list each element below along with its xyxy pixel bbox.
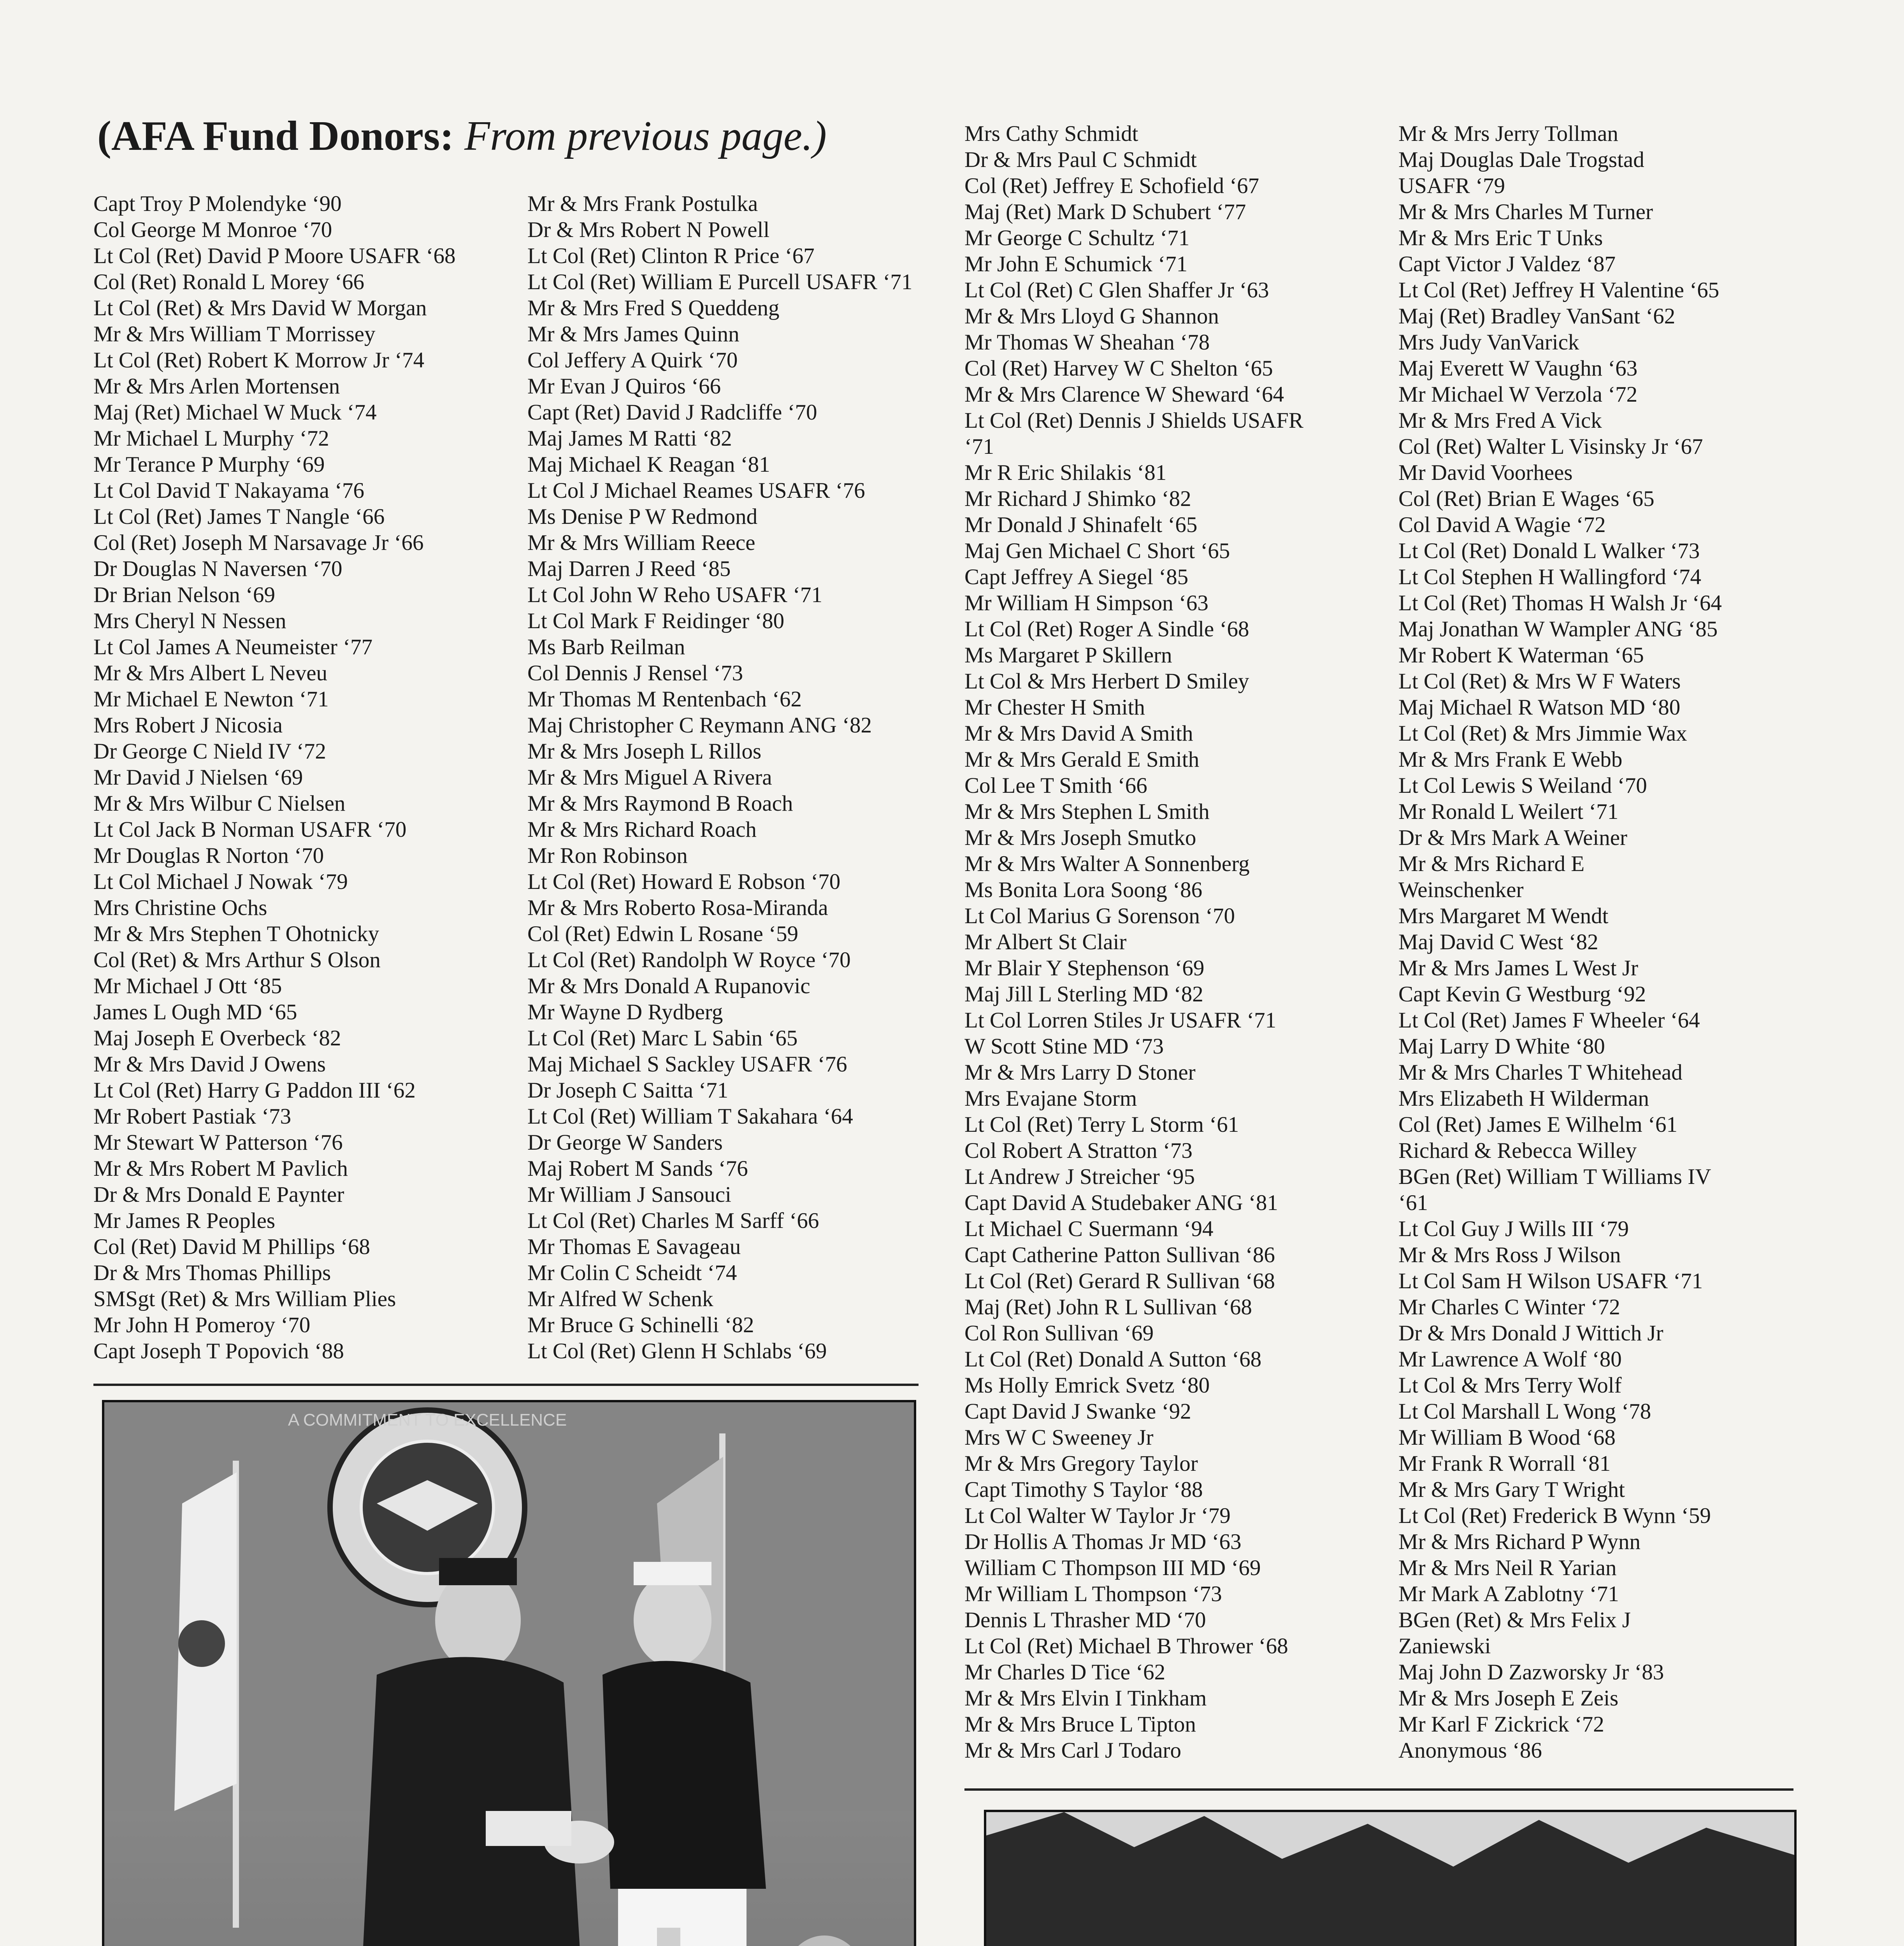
donor-entry: Mr Robert Pastiak ‘73 — [93, 1104, 292, 1129]
donor-entry: BGen (Ret) & Mrs Felix J — [1398, 1608, 1631, 1632]
donor-entry: Capt David J Swanke ‘92 — [964, 1399, 1191, 1424]
donor-entry: Dennis L Thrasher MD ‘70 — [964, 1608, 1206, 1632]
donor-entry: Mr & Mrs Lloyd G Shannon — [964, 304, 1219, 328]
donor-entry: Ms Denise P W Redmond — [527, 504, 758, 529]
donor-entry: Dr & Mrs Mark A Weiner — [1398, 825, 1628, 850]
donor-entry: Mr Colin C Scheidt ‘74 — [527, 1261, 737, 1285]
donor-entry: Col Jeffery A Quirk ‘70 — [527, 348, 738, 372]
donor-entry: Lt Col (Ret) C Glen Shaffer Jr ‘63 — [964, 278, 1269, 302]
donor-entry: Maj Douglas Dale Trogstad — [1398, 148, 1644, 172]
donor-entry: Maj (Ret) Mark D Schubert ‘77 — [964, 200, 1246, 224]
donor-entry: William C Thompson III MD ‘69 — [964, 1556, 1261, 1580]
donor-entry: Mr Bruce G Schinelli ‘82 — [527, 1313, 754, 1337]
donor-entry: Dr & Mrs Paul C Schmidt — [964, 148, 1197, 172]
donor-entry: Mr & Mrs Richard Roach — [527, 817, 757, 842]
donor-entry: Dr & Mrs Donald J Wittich Jr — [1398, 1321, 1663, 1345]
donor-entry: Mr Ron Robinson — [527, 843, 688, 868]
donor-entry: Lt Col (Ret) Dennis J Shields USAFR — [964, 408, 1303, 433]
donor-entry: Lt Col (Ret) Charles M Sarff ‘66 — [527, 1208, 819, 1233]
donor-entry: Maj Joseph E Overbeck ‘82 — [93, 1026, 341, 1050]
donor-entry: Lt Col (Ret) Gerard R Sullivan ‘68 — [964, 1269, 1275, 1293]
donor-entry: Lt Col John W Reho USAFR ‘71 — [527, 583, 822, 607]
donor-entry: Col (Ret) Joseph M Narsavage Jr ‘66 — [93, 530, 424, 555]
donor-entry: Mr & Mrs Richard P Wynn — [1398, 1530, 1641, 1554]
donor-entry: Mrs Cathy Schmidt — [964, 121, 1138, 146]
donor-entry: Mr & Mrs Ross J Wilson — [1398, 1243, 1621, 1267]
divider-rule-right — [964, 1788, 1793, 1791]
donor-entry: Lt Col Marshall L Wong ‘78 — [1398, 1399, 1651, 1424]
donor-entry: Mr & Mrs Albert L Neveu — [93, 661, 328, 685]
donor-entry: Mr Chester H Smith — [964, 695, 1145, 720]
donor-entry: Capt Jeffrey A Siegel ‘85 — [964, 565, 1189, 589]
donor-entry: Mr Blair Y Stephenson ‘69 — [964, 956, 1205, 980]
donor-entry: Mr Charles C Winter ‘72 — [1398, 1295, 1620, 1319]
donor-entry: Dr & Mrs Robert N Powell — [527, 218, 770, 242]
donor-entry: Lt Col (Ret) Roger A Sindle ‘68 — [964, 617, 1249, 641]
donor-entry: Col George M Monroe ‘70 — [93, 218, 332, 242]
seal-text: A COMMITMENT TO EXCELLENCE — [288, 1410, 567, 1430]
donor-entry: Mr & Mrs Frank E Webb — [1398, 747, 1623, 772]
donor-entry: Mr Albert St Clair — [964, 930, 1127, 954]
donor-entry: Maj Michael S Sackley USAFR ‘76 — [527, 1052, 847, 1077]
donor-entry: Lt Col (Ret) Glenn H Schlabs ‘69 — [527, 1339, 827, 1363]
donor-entry: Mr & Mrs Joseph E Zeis — [1398, 1686, 1619, 1711]
donor-entry: Mr Donald J Shinafelt ‘65 — [964, 513, 1198, 537]
donor-entry: Capt Victor J Valdez ‘87 — [1398, 252, 1616, 276]
donor-entry: Lt Col Marius G Sorenson ‘70 — [964, 904, 1235, 928]
donor-entry: Lt Andrew J Streicher ‘95 — [964, 1164, 1195, 1189]
donor-entry: Capt Joseph T Popovich ‘88 — [93, 1339, 344, 1363]
donor-entry: Mr Mark A Zablotny ‘71 — [1398, 1582, 1619, 1606]
donor-entry: Mr Douglas R Norton ‘70 — [93, 843, 324, 868]
donor-entry: Mr Michael W Verzola ‘72 — [1398, 382, 1638, 407]
donor-entry: Mr Lawrence A Wolf ‘80 — [1398, 1347, 1622, 1372]
donor-entry: Mr William B Wood ‘68 — [1398, 1425, 1616, 1450]
donor-entry: Col (Ret) Brian E Wages ‘65 — [1398, 486, 1655, 511]
donor-entry: Mr David J Nielsen ‘69 — [93, 765, 303, 790]
donor-entry: Mr & Mrs Arlen Mortensen — [93, 374, 340, 399]
donor-entry: Mrs Judy VanVarick — [1398, 330, 1579, 355]
donor-entry: Mr Evan J Quiros ‘66 — [527, 374, 721, 399]
donor-entry: Col David A Wagie ‘72 — [1398, 513, 1606, 537]
donor-entry: Lt Col (Ret) Frederick B Wynn ‘59 — [1398, 1503, 1711, 1528]
donor-entry: Col Robert A Stratton ‘73 — [964, 1138, 1193, 1163]
donor-entry: Mr Karl F Zickrick ‘72 — [1398, 1712, 1604, 1737]
donor-entry: Mr Thomas M Rentenbach ‘62 — [527, 687, 802, 711]
donor-entry: Lt Col (Ret) Randolph W Royce ‘70 — [527, 948, 851, 972]
donor-entry: Lt Col Walter W Taylor Jr ‘79 — [964, 1503, 1231, 1528]
donor-entry: Lt Col (Ret) James T Nangle ‘66 — [93, 504, 385, 529]
donor-entry: Mr & Mrs Frank Postulka — [527, 191, 758, 216]
donor-entry: Maj (Ret) Michael W Muck ‘74 — [93, 400, 377, 425]
donor-entry: Mr & Mrs Carl J Todaro — [964, 1738, 1182, 1763]
donor-entry: Lt Michael C Suermann ‘94 — [964, 1217, 1214, 1241]
page-title-continuation: From previous page.) — [464, 113, 827, 159]
donor-entry: Mrs W C Sweeney Jr — [964, 1425, 1154, 1450]
donor-entry: Mr Stewart W Patterson ‘76 — [93, 1130, 343, 1155]
donor-entry: Mr Ronald L Weilert ‘71 — [1398, 799, 1619, 824]
page-title-main: (AFA Fund Donors: — [97, 113, 465, 159]
donor-entry: Mr John H Pomeroy ‘70 — [93, 1313, 311, 1337]
donor-entry: Dr George W Sanders — [527, 1130, 723, 1155]
donor-entry: Lt Col Stephen H Wallingford ‘74 — [1398, 565, 1702, 589]
donor-entry: Mr & Mrs Wilbur C Nielsen — [93, 791, 346, 816]
donor-entry: Lt Col (Ret) Donald A Sutton ‘68 — [964, 1347, 1262, 1372]
donor-entry: Mr & Mrs Fred A Vick — [1398, 408, 1602, 433]
donor-entry: Maj Darren J Reed ‘85 — [527, 557, 731, 581]
donor-entry: SMSgt (Ret) & Mrs William Plies — [93, 1287, 396, 1311]
donor-entry: Mr George C Schultz ‘71 — [964, 226, 1190, 250]
donor-entry: Maj James M Ratti ‘82 — [527, 426, 732, 451]
donor-entry: Lt Col Sam H Wilson USAFR ‘71 — [1398, 1269, 1703, 1293]
donor-entry: Mr Michael L Murphy ‘72 — [93, 426, 329, 451]
donor-entry: Lt Col (Ret) William T Sakahara ‘64 — [527, 1104, 853, 1129]
donor-entry: Lt Col (Ret) Terry L Storm ‘61 — [964, 1112, 1239, 1137]
donor-column-4 — [1398, 121, 1846, 1763]
donor-entry: Mr & Mrs Joseph Smutko — [964, 825, 1196, 850]
donor-entry: W Scott Stine MD ‘73 — [964, 1034, 1164, 1059]
donor-entry: Capt Troy P Molendyke ‘90 — [93, 191, 342, 216]
donor-entry: Maj Larry D White ‘80 — [1398, 1034, 1605, 1059]
donor-entry: Maj Jill L Sterling MD ‘82 — [964, 982, 1203, 1006]
donor-entry: Lt Col (Ret) Robert K Morrow Jr ‘74 — [93, 348, 425, 372]
donor-entry: Capt Timothy S Taylor ‘88 — [964, 1477, 1203, 1502]
donor-entry: Lt Col (Ret) Harry G Paddon III ‘62 — [93, 1078, 416, 1103]
donor-column-1 — [93, 191, 483, 1364]
donor-entry: Mrs Elizabeth H Wilderman — [1398, 1086, 1649, 1111]
donor-entry: Mr & Mrs Larry D Stoner — [964, 1060, 1196, 1085]
donor-entry: Lt Col Michael J Nowak ‘79 — [93, 869, 348, 894]
donor-entry: Lt Col & Mrs Herbert D Smiley — [964, 669, 1249, 694]
donor-entry: Anonymous ‘86 — [1398, 1738, 1542, 1763]
donor-entry: Lt Col Lewis S Weiland ‘70 — [1398, 773, 1647, 798]
donor-column-3 — [964, 121, 1393, 1763]
donor-entry: Mr Wayne D Rydberg — [527, 1000, 723, 1024]
donor-entry: Mr & Mrs James Quinn — [527, 322, 739, 346]
donor-entry: Mr & Mrs Raymond B Roach — [527, 791, 793, 816]
donor-entry: Mr & Mrs Bruce L Tipton — [964, 1712, 1196, 1737]
donor-entry: Lt Col (Ret) Michael B Thrower ‘68 — [964, 1634, 1288, 1658]
donor-entry: Mr Thomas E Savageau — [527, 1235, 741, 1259]
donor-entry: Lt Col (Ret) Jeffrey H Valentine ‘65 — [1398, 278, 1720, 302]
donor-entry: Col Dennis J Rensel ‘73 — [527, 661, 743, 685]
donor-entry: Maj David C West ‘82 — [1398, 930, 1598, 954]
donor-entry: Ms Bonita Lora Soong ‘86 — [964, 878, 1203, 902]
donor-entry: Mr & Mrs Gregory Taylor — [964, 1451, 1198, 1476]
donor-entry: Col (Ret) Walter L Visinsky Jr ‘67 — [1398, 434, 1703, 459]
donor-entry: BGen (Ret) William T Williams IV — [1398, 1164, 1711, 1189]
donor-entry: Mrs Christine Ochs — [93, 896, 267, 920]
donor-entry: Mr Frank R Worrall ‘81 — [1398, 1451, 1611, 1476]
donor-entry: Lt Col (Ret) William E Purcell USAFR ‘71 — [527, 270, 913, 294]
donor-entry: Col (Ret) Jeffrey E Schofield ‘67 — [964, 174, 1259, 198]
donor-entry: Mrs Cheryl N Nessen — [93, 609, 286, 633]
donor-entry: Mr & Mrs William Reece — [527, 530, 755, 555]
donor-entry: Dr Brian Nelson ‘69 — [93, 583, 275, 607]
donor-entry: Mr Robert K Waterman ‘65 — [1398, 643, 1644, 667]
donor-entry: Capt Catherine Patton Sullivan ‘86 — [964, 1243, 1275, 1267]
donor-entry: Col (Ret) Ronald L Morey ‘66 — [93, 270, 365, 294]
donor-entry: Zaniewski — [1398, 1634, 1491, 1658]
donor-entry: Col (Ret) David M Phillips ‘68 — [93, 1235, 370, 1259]
donor-entry: Mr & Mrs Roberto Rosa-Miranda — [527, 896, 828, 920]
donor-entry: Dr George C Nield IV ‘72 — [93, 739, 326, 764]
donor-entry: Capt (Ret) David J Radcliffe ‘70 — [527, 400, 817, 425]
donor-entry: Lt Col Jack B Norman USAFR ‘70 — [93, 817, 407, 842]
donor-entry: Mr & Mrs Elvin I Tinkham — [964, 1686, 1207, 1711]
donor-entry: Mr Richard J Shimko ‘82 — [964, 486, 1191, 511]
donor-entry: Mr & Mrs David A Smith — [964, 721, 1193, 746]
donor-entry: USAFR ‘79 — [1398, 174, 1505, 198]
donor-entry: Lt Col (Ret) Marc L Sabin ‘65 — [527, 1026, 798, 1050]
donor-entry: Col Lee T Smith ‘66 — [964, 773, 1147, 798]
donor-entry: Mr Michael J Ott ‘85 — [93, 974, 282, 998]
donor-entry: Mr & Mrs James L West Jr — [1398, 956, 1639, 980]
donor-entry: Mr & Mrs Fred S Queddeng — [527, 296, 780, 320]
donor-entry: Col (Ret) James E Wilhelm ‘61 — [1398, 1112, 1677, 1137]
donor-entry: Weinschenker — [1398, 878, 1524, 902]
donor-entry: Dr Douglas N Naversen ‘70 — [93, 557, 343, 581]
donor-entry: Mr & Mrs Gary T Wright — [1398, 1477, 1625, 1502]
donor-entry: Mr William H Simpson ‘63 — [964, 591, 1208, 615]
donor-entry: Mr R Eric Shilakis ‘81 — [964, 460, 1167, 485]
donor-entry: Mr & Mrs Robert M Pavlich — [93, 1156, 348, 1181]
donor-entry: ‘71 — [964, 434, 994, 459]
donor-entry: Lt Col Guy J Wills III ‘79 — [1398, 1217, 1629, 1241]
donor-entry: Mr & Mrs Charles M Turner — [1398, 200, 1653, 224]
donor-entry: Maj Michael K Reagan ‘81 — [527, 452, 770, 477]
donor-entry: Mr William L Thompson ‘73 — [964, 1582, 1222, 1606]
donor-entry: Lt Col (Ret) David P Moore USAFR ‘68 — [93, 244, 456, 268]
donor-entry: Lt Col (Ret) Howard E Robson ‘70 — [527, 869, 841, 894]
graduation-photo — [102, 1400, 916, 1946]
donor-entry: Mrs Margaret M Wendt — [1398, 904, 1609, 928]
donor-entry: Mr James R Peoples — [93, 1208, 276, 1233]
donor-entry: Dr Hollis A Thomas Jr MD ‘63 — [964, 1530, 1242, 1554]
donor-entry: Lt Col (Ret) James F Wheeler ‘64 — [1398, 1008, 1700, 1033]
basic-training-photo — [984, 1810, 1797, 1946]
donor-entry: Maj Christopher C Reymann ANG ‘82 — [527, 713, 872, 738]
donor-entry: Maj (Ret) John R L Sullivan ‘68 — [964, 1295, 1252, 1319]
donor-entry: Richard & Rebecca Willey — [1398, 1138, 1637, 1163]
donor-entry: Mr & Mrs Eric T Unks — [1398, 226, 1603, 250]
donor-entry: Capt Kevin G Westburg ‘92 — [1398, 982, 1646, 1006]
donor-entry: Mr & Mrs Stephen T Ohotnicky — [93, 922, 379, 946]
donor-entry: Lt Col James A Neumeister ‘77 — [93, 635, 373, 659]
donor-entry: Lt Col (Ret) Clinton R Price ‘67 — [527, 244, 815, 268]
donor-entry: Lt Col (Ret) & Mrs W F Waters — [1398, 669, 1681, 694]
donor-entry: Lt Col Mark F Reidinger ‘80 — [527, 609, 785, 633]
donor-entry: Mr Charles D Tice ‘62 — [964, 1660, 1166, 1684]
donor-entry: Dr Joseph C Saitta ‘71 — [527, 1078, 729, 1103]
donor-entry: Mr & Mrs Clarence W Sheward ‘64 — [964, 382, 1284, 407]
donor-entry: Maj Michael R Watson MD ‘80 — [1398, 695, 1681, 720]
donor-entry: Maj Jonathan W Wampler ANG ‘85 — [1398, 617, 1718, 641]
donor-entry: Maj Robert M Sands ‘76 — [527, 1156, 748, 1181]
page-title — [97, 113, 827, 160]
donor-entry: Ms Margaret P Skillern — [964, 643, 1172, 667]
donor-entry: Mr & Mrs David J Owens — [93, 1052, 326, 1077]
donor-entry: Mr & Mrs Miguel A Rivera — [527, 765, 772, 790]
donor-entry: Dr & Mrs Thomas Phillips — [93, 1261, 331, 1285]
donor-entry: Mr & Mrs Walter A Sonnenberg — [964, 852, 1250, 876]
donor-entry: Lt Col (Ret) & Mrs David W Morgan — [93, 296, 427, 320]
donor-entry: Maj (Ret) Bradley VanSant ‘62 — [1398, 304, 1676, 328]
donor-entry: Lt Col J Michael Reames USAFR ‘76 — [527, 478, 865, 503]
donor-entry: Lt Col David T Nakayama ‘76 — [93, 478, 364, 503]
donor-entry: Mr & Mrs Richard E — [1398, 852, 1585, 876]
donor-entry: Mr & Mrs Stephen L Smith — [964, 799, 1210, 824]
donor-entry: Mr David Voorhees — [1398, 460, 1573, 485]
donor-entry: Dr & Mrs Donald E Paynter — [93, 1182, 344, 1207]
donor-entry: Mr & Mrs Jerry Tollman — [1398, 121, 1618, 146]
donor-entry: Mr John E Schumick ‘71 — [964, 252, 1188, 276]
donor-entry: ‘61 — [1398, 1191, 1428, 1215]
donor-entry: Mr William J Sansouci — [527, 1182, 731, 1207]
donor-entry: Capt David A Studebaker ANG ‘81 — [964, 1191, 1278, 1215]
donor-entry: Mr Thomas W Sheahan ‘78 — [964, 330, 1210, 355]
donor-entry: Maj Everett W Vaughn ‘63 — [1398, 356, 1638, 381]
donor-entry: Maj John D Zazworsky Jr ‘83 — [1398, 1660, 1664, 1684]
donor-entry: Mr & Mrs William T Morrissey — [93, 322, 376, 346]
donor-entry: Mr Michael E Newton ‘71 — [93, 687, 329, 711]
donor-entry: Ms Barb Reilman — [527, 635, 685, 659]
donor-entry: Mr Alfred W Schenk — [527, 1287, 713, 1311]
donor-entry: Lt Col (Ret) & Mrs Jimmie Wax — [1398, 721, 1687, 746]
donor-entry: James L Ough MD ‘65 — [93, 1000, 297, 1024]
donor-entry: Lt Col (Ret) Thomas H Walsh Jr ‘64 — [1398, 591, 1722, 615]
donor-entry: Col (Ret) Harvey W C Shelton ‘65 — [964, 356, 1273, 381]
donor-entry: Mr Terance P Murphy ‘69 — [93, 452, 325, 477]
donor-column-2 — [527, 191, 948, 1364]
donor-entry: Mr & Mrs Neil R Yarian — [1398, 1556, 1617, 1580]
donor-entry: Mr & Mrs Donald A Rupanovic — [527, 974, 810, 998]
donor-entry: Ms Holly Emrick Svetz ‘80 — [964, 1373, 1210, 1398]
donor-entry: Mrs Robert J Nicosia — [93, 713, 283, 738]
donor-entry: Col (Ret) Edwin L Rosane ‘59 — [527, 922, 799, 946]
donor-entry: Mrs Evajane Storm — [964, 1086, 1137, 1111]
donor-entry: Col (Ret) & Mrs Arthur S Olson — [93, 948, 381, 972]
donor-entry: Mr & Mrs Gerald E Smith — [964, 747, 1200, 772]
donor-entry: Mr & Mrs Charles T Whitehead — [1398, 1060, 1683, 1085]
divider-rule-left — [93, 1384, 919, 1386]
donor-entry: Lt Col (Ret) Donald L Walker ‘73 — [1398, 539, 1700, 563]
donor-entry: Lt Col & Mrs Terry Wolf — [1398, 1373, 1622, 1398]
donor-entry: Col Ron Sullivan ‘69 — [964, 1321, 1154, 1345]
donor-entry: Lt Col Lorren Stiles Jr USAFR ‘71 — [964, 1008, 1277, 1033]
donor-entry: Maj Gen Michael C Short ‘65 — [964, 539, 1230, 563]
donor-entry: Mr & Mrs Joseph L Rillos — [527, 739, 762, 764]
